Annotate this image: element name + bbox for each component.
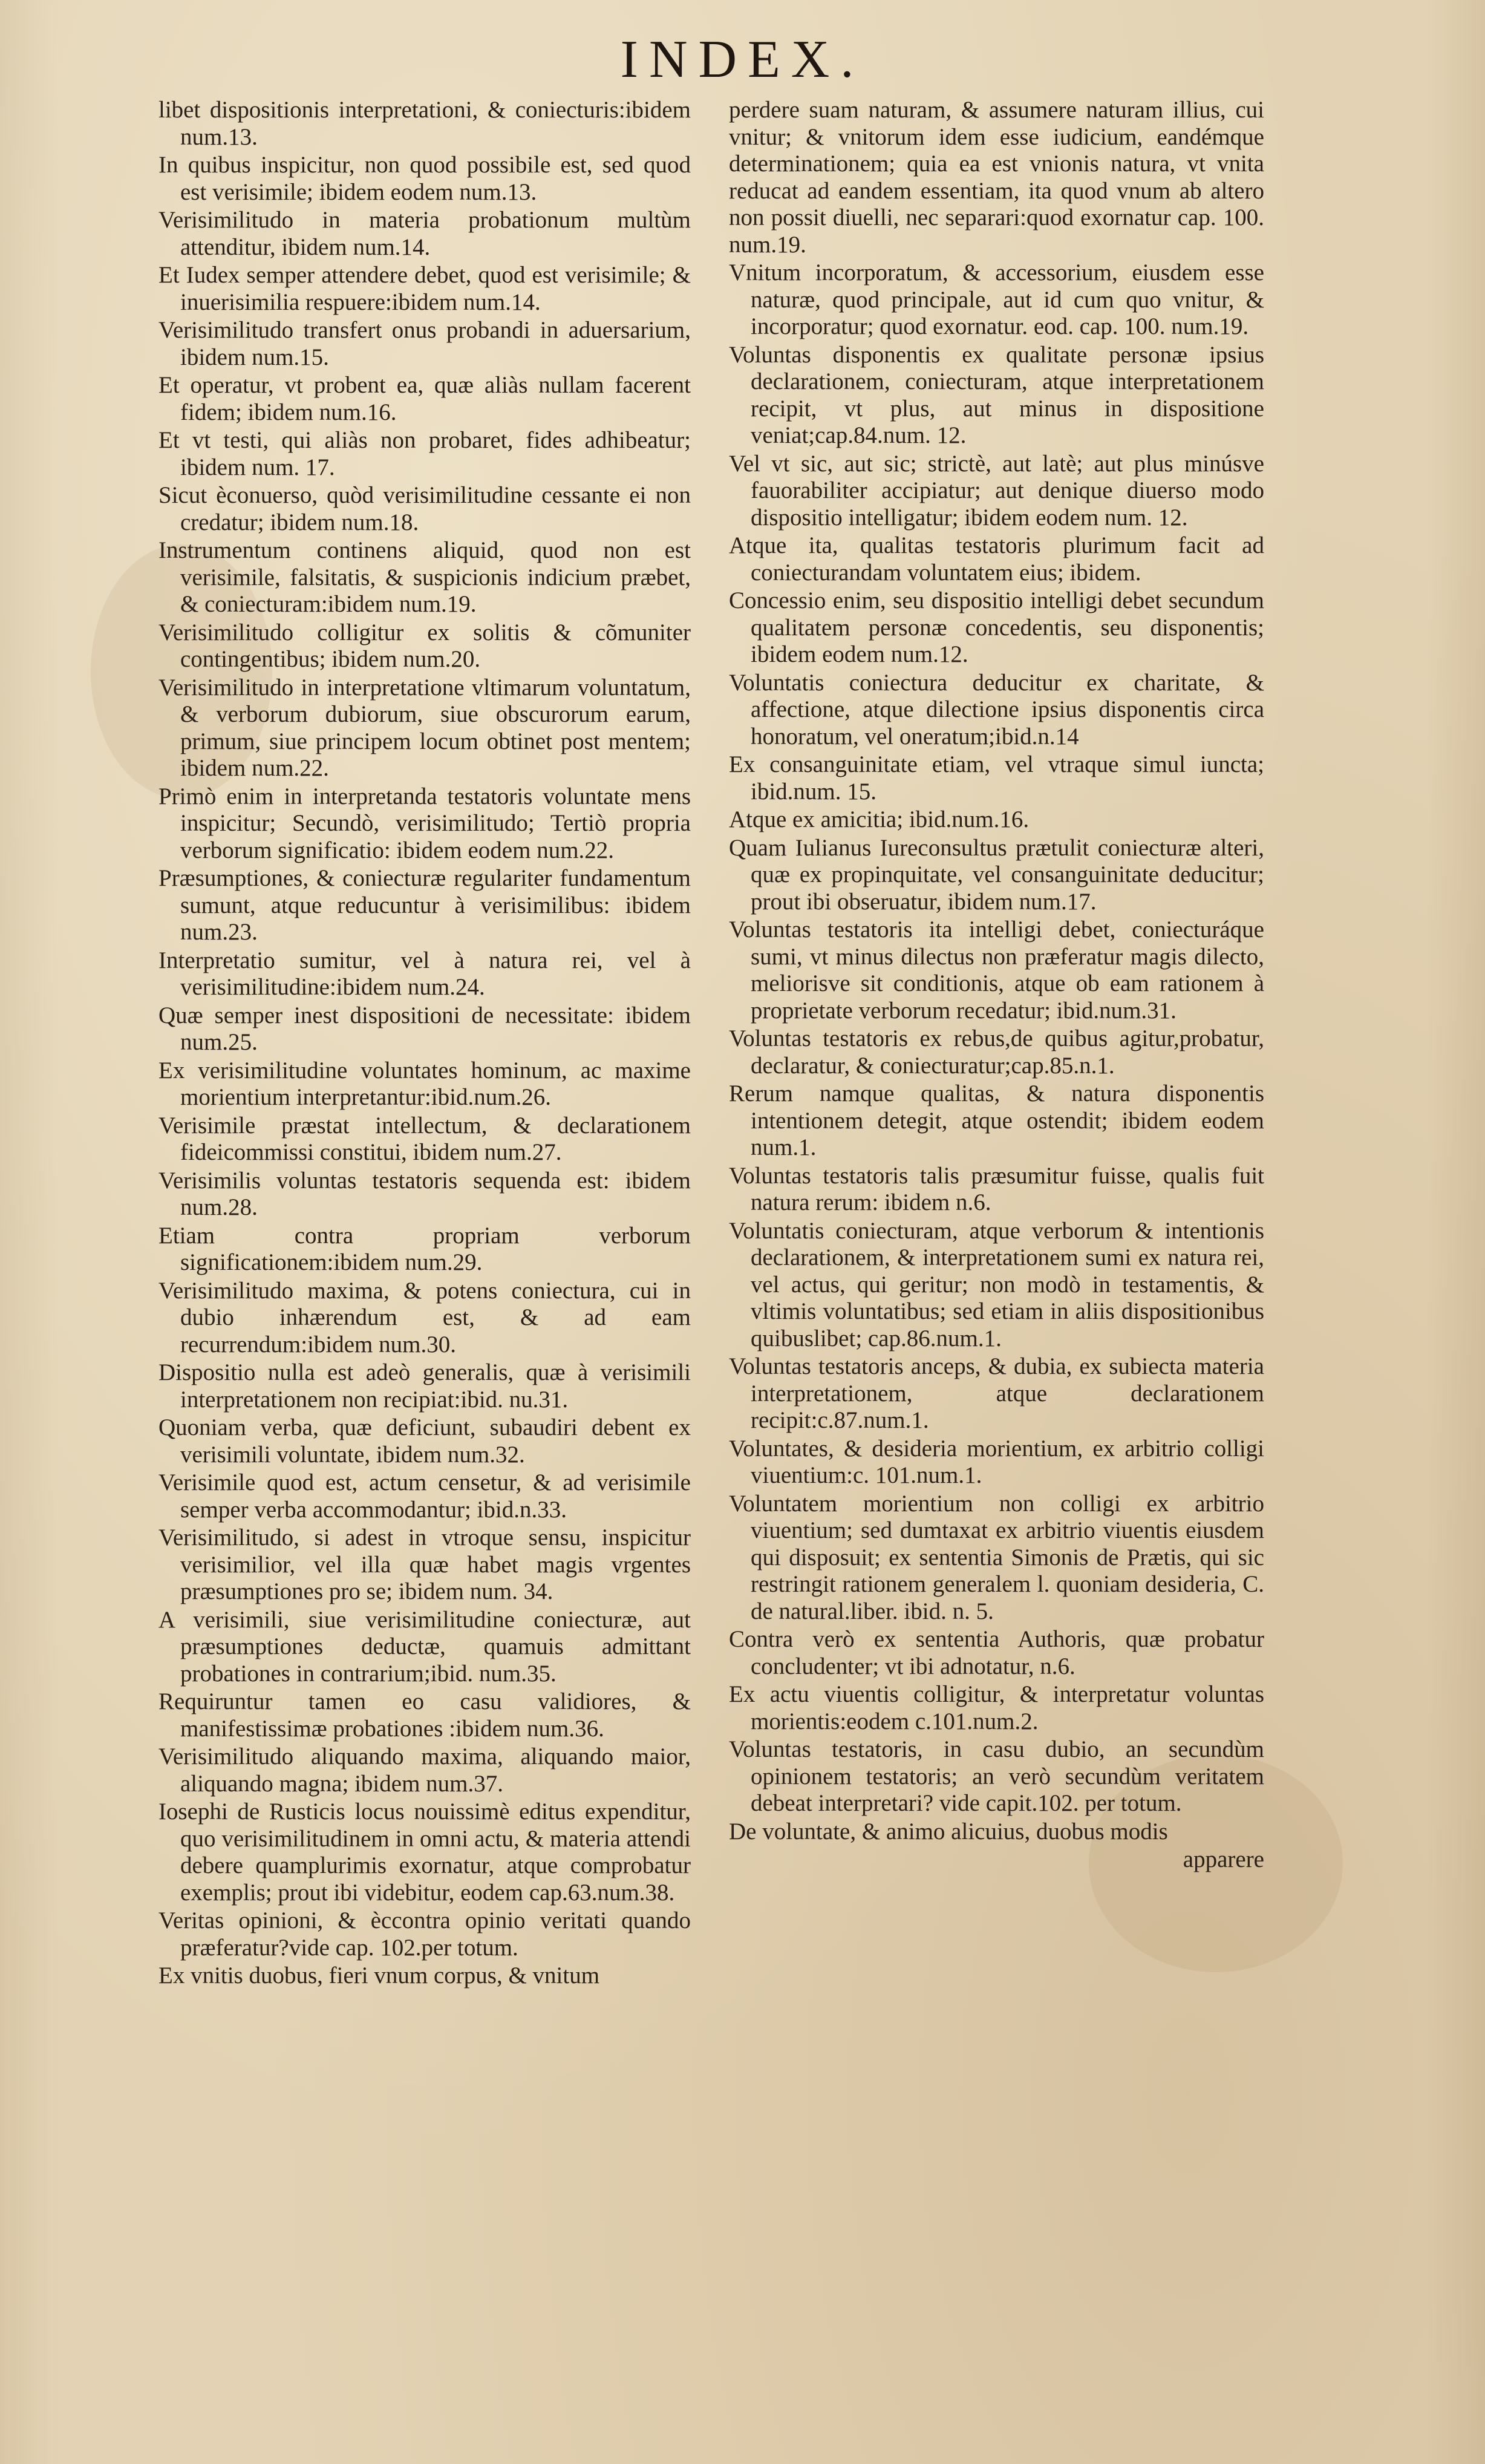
index-entry: Verisimilitudo aliquando maxima, aliquando maior, aliquando magna; ibidem num.37. [158,1743,691,1797]
index-entry: Verisimilitudo in interpretatione vltimarum voluntatum, & verborum dubiorum, siue obscurorum earum, primum, siue principem locum obtinet post mentem; ibidem num.22. [158,674,691,781]
index-entry: Contra verò ex sententia Authoris, quæ probatur concludenter; vt ibi adnotatur, n.6. [729,1626,1264,1679]
index-entry: Verisimilitudo colligitur ex solitis & cõmuniter contingentibus; ibidem num.20. [158,619,691,672]
index-entry: Et Iudex semper attendere debet, quod est verisimile; & inuerisimilia respuere:ibidem num.14. [158,262,691,315]
index-entry: Voluntas testatoris ita intelligi debet, coniecturáque sumi, vt minus dilectus non præferatur magis dilecto, meliorisve sit conditionis, atque ob eam rationem à proprietate verborum recedatur; ibid.num.31. [729,917,1264,1024]
index-entry: Voluntas testatoris ex rebus,de quibus agitur,probatur, declaratur, & coniecturatur;cap.85.n.1. [729,1025,1264,1079]
right-column [729,97,1264,1875]
index-entry: Concessio enim, seu dispositio intelligi debet secundum qualitatem personæ concedentis, seu disponentis; ibidem eodem num.12. [729,587,1264,667]
index-entry: Atque ex amicitia; ibid.num.16. [729,806,1030,832]
index-entry: Rerum namque qualitas, & natura disponentis intentionem detegit, atque ostendit; ibidem eodem num.1. [729,1080,1264,1160]
index-entry-continuation: perdere suam naturam, & assumere naturam illius, cui vnitur; & vnitorum idem esse iudicium, eandémque determinationem; quia ea est vnionis natura, vt vnita reducat ad eandem essentiam, ita quod vnum ab altero non possit diuelli, nec separari:quod exornatur cap. 100. num.19. [729,97,1264,258]
index-entry: libet dispositionis interpretationi, & coniecturis:ibidem num.13. [158,97,691,150]
index-entry: Atque ita, qualitas testatoris plurimum facit ad coniecturandam voluntatem eius; ibidem. [729,532,1264,586]
index-entry: De voluntate, & animo alicuius, duobus modis [729,1818,1168,1845]
index-entry: Interpretatio sumitur, vel à natura rei, vel à verisimilitudine:ibidem num.24. [158,947,691,1000]
index-entry: Ex actu viuentis colligitur, & interpretatur voluntas morientis:eodem c.101.num.2. [729,1681,1264,1734]
index-entry: A verisimili, siue verisimilitudine coniecturæ, aut præsumptiones deductæ, quamuis admittant probationes in contrarium;ibid. num.35. [158,1606,691,1687]
index-entry: Et operatur, vt probent ea, quæ aliàs nullam facerent fidem; ibidem num.16. [158,372,691,425]
index-entry: Verisimilitudo, si adest in vtroque sensu, inspicitur verisimilior, vel illa quæ habet magis vrgentes præsumptiones pro se; ibidem num. 34. [158,1524,691,1604]
index-entry: Voluntas testatoris anceps, & dubia, ex subiecta materia interpretationem, atque declarationem recipit:c.87.num.1. [729,1353,1264,1433]
index-entry: Verisimile quod est, actum censetur, & ad verisimile semper verba accommodantur; ibid.n.33. [158,1469,691,1523]
index-entry: Veritas opinioni, & èccontra opinio veritati quando præferatur?vide cap. 102.per totum. [158,1907,691,1961]
index-entry: Quoniam verba, quæ deficiunt, subaudiri debent ex verisimili voluntate, ibidem num.32. [158,1414,691,1468]
index-entry: Iosephi de Rusticis locus nouissimè editus expenditur, quo verisimilitudinem in omni actu, & materia attendi debere quamplurimis exornatur, atque comprobatur exemplis; prout ibi videbitur, eodem cap.63.num.38. [158,1799,691,1906]
index-entry: Voluntas testatoris talis præsumitur fuisse, qualis fuit natura rerum: ibidem n.6. [729,1162,1264,1215]
index-entry: Voluntates, & desideria morientium, ex arbitrio colligi viuentium:c. 101.num.1. [729,1435,1264,1488]
index-entry: Verisimilitudo in materia probationum multùm attenditur, ibidem num.14. [158,207,691,260]
index-entry: Sicut èconuerso, quòd verisimilitudine cessante ei non credatur; ibidem num.18. [158,482,691,535]
index-entry: Voluntas disponentis ex qualitate personæ ipsius declarationem, coniecturam, atque interpretationem recipit, vt plus, aut minus in dispositione veniat;cap.84.num. 12. [729,341,1264,448]
index-entry: In quibus inspicitur, non quod possibile est, sed quod est verisimile; ibidem eodem num.13. [158,152,691,205]
index-entry: Voluntatis coniecturam, atque verborum & intentionis declarationem, & interpretationem sumi ex natura rei, vel actus, qui geritur; non modò in testamentis, & vltimis voluntatibus; sed etiam in aliis dispositionibus quibuslibet; cap.86.num.1. [729,1217,1264,1351]
index-entry: Verisimilitudo maxima, & potens coniectura, cui in dubio inhærendum est, & ad eam recurrendum:ibidem num.30. [158,1277,691,1358]
index-entry: Quam Iulianus Iureconsultus prætulit coniecturæ alteri, quæ ex propinquitate, vel consanguinitate deducitur; prout ibi obseruatur, ibidem num.17. [729,834,1264,915]
index-entry: Primò enim in interpretanda testatoris voluntate mens inspicitur; Secundò, verisimilitudo; Tertiò propria verborum significatio: ibidem eodem num.22. [158,783,691,863]
right-entry-list [729,260,1264,1845]
index-entry: Vnitum incorporatum, & accessorium, eiusdem esse naturæ, quod principale, aut id cum quo vnitur, & incorporatur; quod exornatur. eod. cap. 100. num.19. [729,260,1264,339]
index-entry: Voluntas testatoris, in casu dubio, an secundùm opinionem testatoris; an verò secundùm veritatem debeat interpretari? vide capit.102. per totum. [729,1736,1264,1816]
page-title: INDEX. [620,30,865,89]
index-entry: Quæ semper inest dispositioni de necessitate: ibidem num.25. [158,1002,691,1055]
index-entry: Ex vnitis duobus, fieri vnum corpus, & vnitum [158,1962,600,1989]
index-entry: Verisimile præstat intellectum, & declarationem fideicommissi constitui, ibidem num.27. [158,1112,691,1165]
catchword: apparere [1183,1846,1264,1872]
index-entry: Ex verisimilitudine voluntates hominum, ac maxime morientium interpretantur:ibid.num.26. [158,1057,691,1110]
index-entry: Præsumptiones, & coniecturæ regulariter fundamentum sumunt, atque reducuntur à verisimilibus: ibidem num.23. [158,865,691,945]
index-entry: Vel vt sic, aut sic; strictè, aut latè; aut plus minúsve fauorabiliter accipiatur; aut denique diuerso modo dispositio intelligatur; ibidem eodem num. 12. [729,450,1264,531]
index-entry: Verisimilitudo transfert onus probandi in aduersarium, ibidem num.15. [158,317,691,370]
index-entry: Instrumentum continens aliquid, quod non est verisimile, falsitatis, & suspicionis indicium præbet, & coniecturam:ibidem num.19. [158,537,691,617]
index-entry: Verisimilis voluntas testatoris sequenda est: ibidem num.28. [158,1167,691,1220]
index-entry: Voluntatem morientium non colligi ex arbitrio viuentium; sed dumtaxat ex arbitrio viuentis eiusdem qui disposuit; ex sententia Simonis de Prætis, qui sic restringit rationem generalem l. quoniam desideria, C. de natural.liber. ibid. n. 5. [729,1490,1264,1624]
index-entry: Etiam contra propriam verborum significationem:ibidem num.29. [158,1222,691,1275]
left-column [158,97,691,1991]
index-entry: Dispositio nulla est adeò generalis, quæ à verisimili interpretationem non recipiat:ibid. nu.31. [158,1359,691,1413]
index-entry: Et vt testi, qui aliàs non probaret, fides adhibeatur; ibidem num. 17. [158,427,691,480]
index-entry: Requiruntur tamen eo casu validiores, & manifestissimæ probationes :ibidem num.36. [158,1688,691,1742]
index-entry: Voluntatis coniectura deducitur ex charitate, & affectione, atque dilectione ipsius disponentis circa honoratum, vel oneratum;ibid.n.14 [729,669,1264,750]
index-entry: Ex consanguinitate etiam, vel vtraque simul iuncta; ibid.num. 15. [729,751,1264,805]
